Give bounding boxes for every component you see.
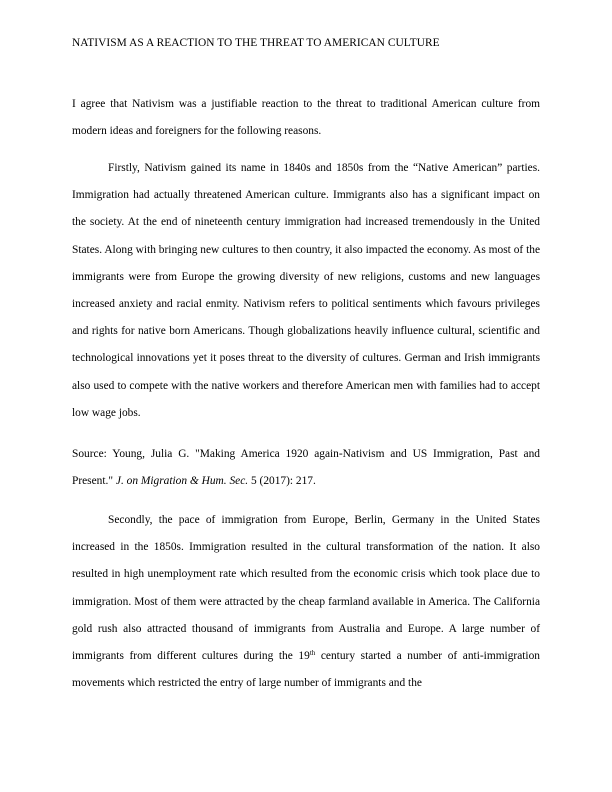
first-reason-paragraph: Firstly, Nativism gained its name in 1840s and 1850s from the “Native American” parties. Immigration had actually threatened American culture. Immigrants also has a significant impact on the society. At the end of nineteenth century immigration had increased tremendously in the United States. Along with bringing new cultures to then country, it also impacted the economy. As most of the immigrants were from Europe the growing diversity of new religions, customs and new languages increased anxiety and racial enmity. Nativism refers to political sentiments which favours privileges and rights for native born Americans. Though globalizations heavily influence cultural, scientific and technological innovations yet it poses threat to the diversity of cultures. German and Irish immigrants also used to compete with the native workers and therefore American men with families had to accept low wage jobs. xyxy=(72,162,540,419)
journal-title: J. on Migration & Hum. Sec. xyxy=(115,475,249,488)
second-paragraph-text: Secondly, the pace of immigration from Europe, Berlin, Germany in the United States increased in the 1850s. Immigration resulted in the cultural transformation of the nation. It also resulted in high unemployment rate which resulted from the economic crisis which took place due to immigration. Most of them were attracted by the cheap farmland available in America. The California gold rush also attracted thousand of immigrants from Australia and Europe. A large number of immigrants from different cultures during the 19 xyxy=(72,514,540,663)
intro-paragraph: I agree that Nativism was a justifiable reaction to the threat to traditional American culture from modern ideas and foreigners for the following reasons. xyxy=(72,98,540,138)
running-head-title: NATIVISM AS A REACTION TO THE THREAT TO AMERICAN CULTURE xyxy=(72,37,440,49)
second-paragraph-continuation: century started a number of anti-immigration movements which restricted the entry of large number of immigrants and the xyxy=(72,650,540,690)
source-citation xyxy=(72,441,540,495)
citation-volume: 5 (2017): 217. xyxy=(248,475,316,488)
ordinal-superscript: th xyxy=(309,649,316,658)
citation-text: Source: Young, Julia G. "Making America 1920 again-Nativism and US Immigration, Past and Present." xyxy=(72,448,540,488)
second-reason-paragraph xyxy=(72,507,540,697)
